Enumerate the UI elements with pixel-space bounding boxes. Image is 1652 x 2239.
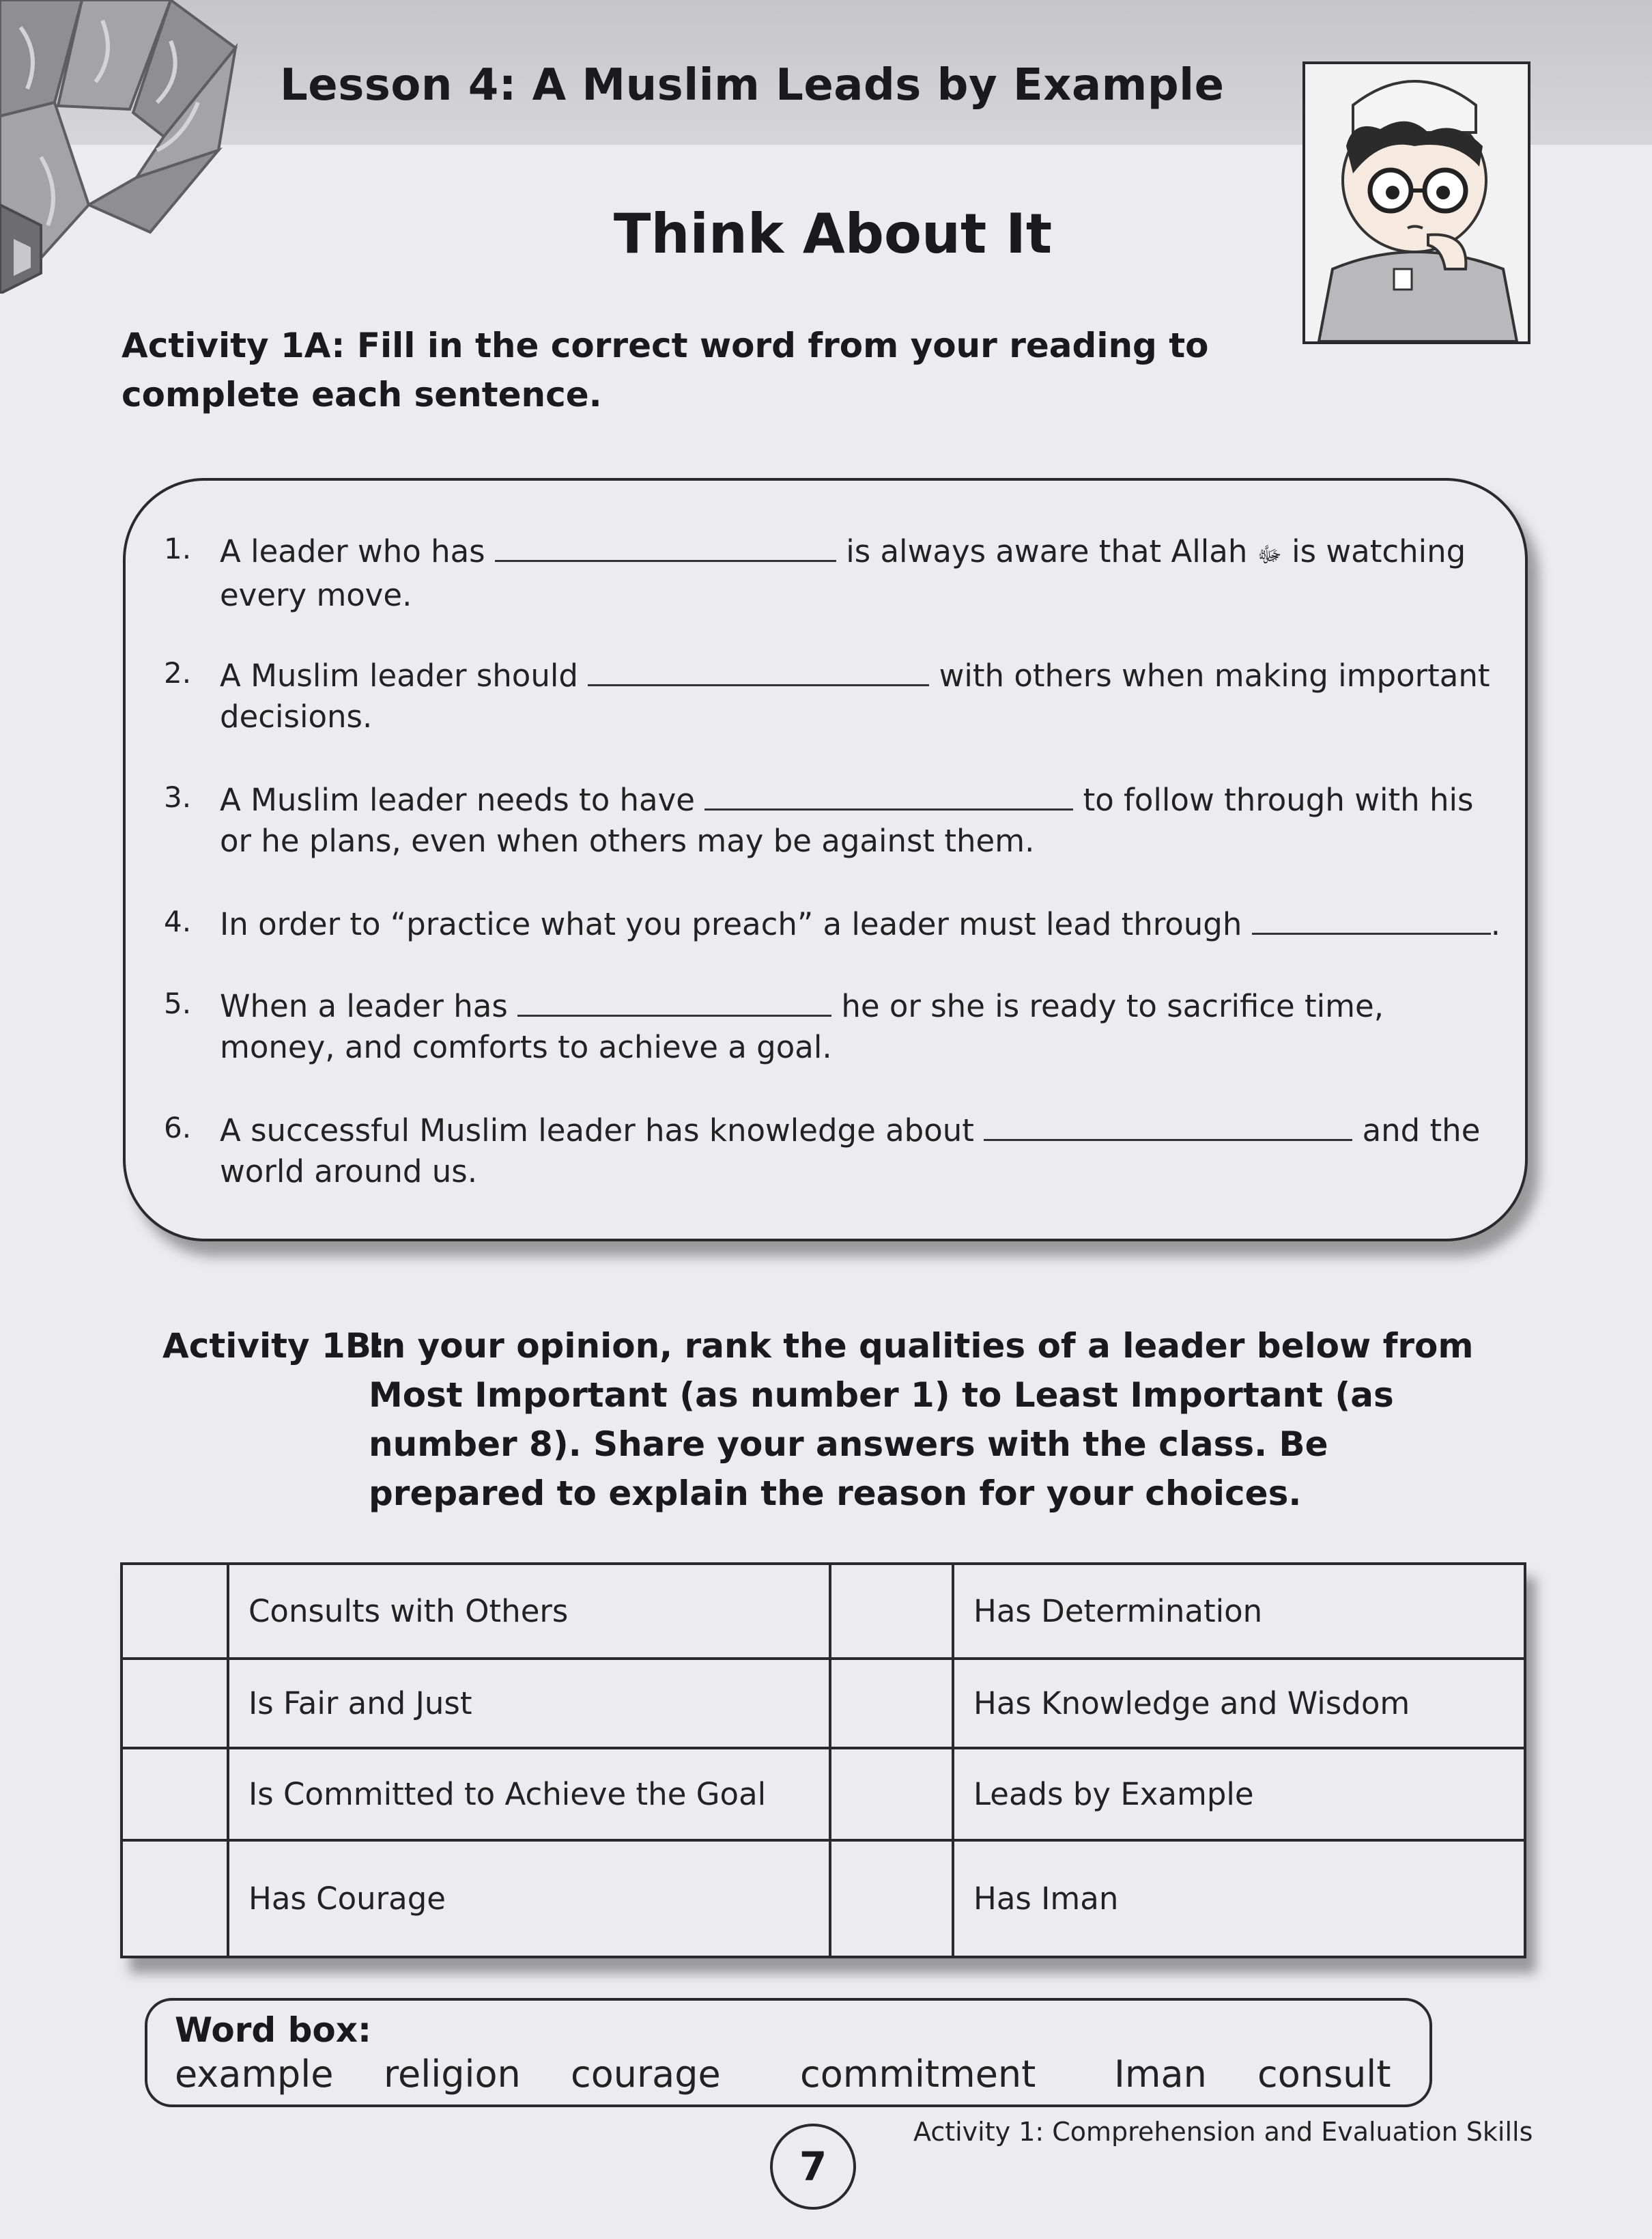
honorific-glyph: ﷻ [1257, 541, 1282, 567]
word-box-word: religion [384, 2053, 521, 2096]
section-title: Think About It [613, 202, 1053, 266]
item-number: 5. [164, 987, 192, 1020]
quality-cell: Is Fair and Just [228, 1659, 830, 1748]
sentence-text: is watching every move. [220, 533, 1466, 613]
sentence-text: A Muslim leader should [220, 658, 578, 694]
rank-cell[interactable] [830, 1659, 953, 1748]
item-number: 1. [164, 532, 192, 565]
activity-1a-instruction [122, 321, 1309, 423]
lesson-title: Lesson 4: A Muslim Leads by Example [280, 60, 1225, 111]
quality-cell: Leads by Example [953, 1748, 1525, 1840]
table-row [122, 1840, 1525, 1957]
sentence-text: A leader who has [220, 533, 485, 569]
sentence-text: and the world around us. [220, 1112, 1481, 1189]
sentence-text: When a leader has [220, 988, 508, 1024]
word-box-word: commitment [800, 2053, 1036, 2096]
answer-blank-2[interactable] [588, 653, 929, 686]
table-row [122, 1748, 1525, 1840]
word-box-word: courage [571, 2053, 721, 2096]
table-row [122, 1564, 1525, 1659]
rank-cell[interactable] [122, 1564, 228, 1659]
quality-cell: Has Courage [228, 1840, 830, 1957]
sentence-text: In order to “practice what you preach” a leader must lead through [220, 906, 1242, 942]
rank-cell[interactable] [122, 1748, 228, 1840]
table-row [122, 1659, 1525, 1748]
answer-blank-4[interactable] [1252, 901, 1491, 935]
quality-cell: Has Knowledge and Wisdom [953, 1659, 1525, 1748]
sentence-text: is always aware that Allah [846, 533, 1248, 569]
word-box-title: Word box: [175, 2010, 371, 2050]
page-number: 7 [770, 2124, 856, 2210]
activity-1b-text: In your opinion, rank the qualities of a leader below from Most Important (as number 1) to Least Important (as number 8). Share your answers with the class. Be prepared to explain the reason for your choices. [369, 1326, 1474, 1513]
answer-blank-3[interactable] [704, 777, 1073, 811]
answer-blank-1[interactable] [495, 529, 836, 562]
item-number: 4. [164, 905, 192, 938]
fill-in-sentences-box [123, 478, 1528, 1241]
activity-1b-label: Activity 1B: [162, 1326, 385, 1366]
quality-cell: Has Determination [953, 1564, 1525, 1659]
rank-cell[interactable] [122, 1840, 228, 1957]
sentence-text: he or she is ready to sacrifice time, money, and comforts to achieve a goal. [220, 988, 1384, 1065]
rank-cell[interactable] [122, 1659, 228, 1748]
word-box-word: consult [1257, 2053, 1391, 2096]
quality-cell: Consults with Others [228, 1564, 830, 1659]
sentence-text: A Muslim leader needs to have [220, 782, 695, 818]
quality-cell: Has Iman [953, 1840, 1525, 1957]
item-number: 6. [164, 1111, 192, 1144]
sentence-text: to follow through with his or he plans, even when others may be against them. [220, 782, 1474, 859]
sentence-text: . [1490, 906, 1501, 942]
answer-blank-6[interactable] [984, 1108, 1352, 1141]
sentence-text: A successful Muslim leader has knowledge about [220, 1112, 974, 1149]
rank-cell[interactable] [830, 1748, 953, 1840]
answer-blank-5[interactable] [517, 983, 831, 1017]
quality-cell: Is Committed to Achieve the Goal [228, 1748, 830, 1840]
item-number: 3. [164, 780, 192, 814]
activity-1a-label: Activity 1A: [122, 326, 345, 365]
leader-qualities-table [120, 1562, 1526, 1958]
word-box [145, 1998, 1432, 2107]
rank-cell[interactable] [830, 1564, 953, 1659]
activity-1a-text: Fill in the correct word from your reading to complete each sentence. [122, 326, 1209, 414]
item-number: 2. [164, 656, 192, 690]
footer-caption: Activity 1: Comprehension and Evaluation Skills [913, 2117, 1533, 2147]
activity-1b-instruction [162, 1321, 1500, 1519]
word-box-word: Iman [1114, 2053, 1207, 2096]
word-box-word: example [175, 2053, 334, 2096]
sentence-text: with others when making important decisions. [220, 658, 1490, 735]
rank-cell[interactable] [830, 1840, 953, 1957]
